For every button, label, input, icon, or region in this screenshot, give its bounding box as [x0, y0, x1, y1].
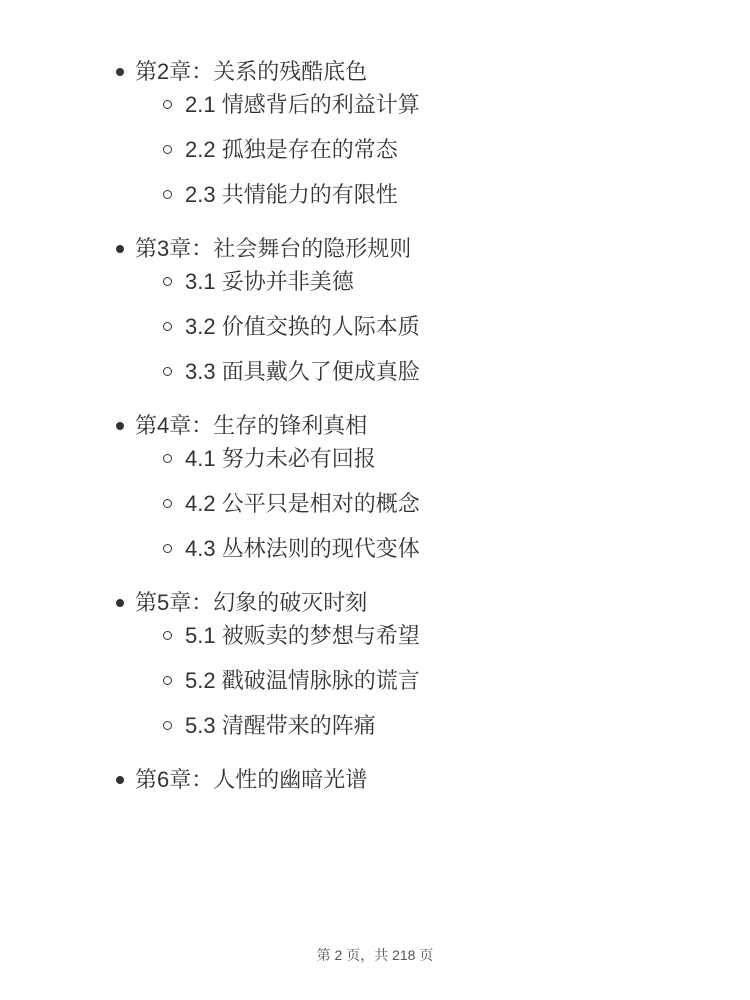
bullet-circle-icon: [163, 454, 172, 463]
section-title: 3.2 价值交换的人际本质: [185, 314, 420, 339]
toc-section-item: [185, 442, 710, 475]
bullet-circle-icon: [163, 499, 172, 508]
toc-section-item: [185, 664, 710, 697]
toc-section-item: [185, 709, 710, 742]
toc-chapter-item: [135, 586, 710, 742]
section-title: 2.1 情感背后的利益计算: [185, 92, 420, 117]
toc-section-item: [185, 178, 710, 211]
chapter-title: 第5章：幻象的破灭时刻: [135, 590, 368, 615]
bullet-circle-icon: [163, 145, 172, 154]
bullet-disc-icon: [116, 68, 124, 76]
toc-chapter-item: [135, 55, 710, 211]
section-title: 5.3 清醒带来的阵痛: [185, 713, 376, 738]
bullet-disc-icon: [116, 422, 124, 430]
chapter-title: 第3章：社会舞台的隐形规则: [135, 236, 412, 261]
bullet-disc-icon: [116, 245, 124, 253]
chapter-title: 第6章：人性的幽暗光谱: [135, 767, 368, 792]
toc-section-item: [185, 619, 710, 652]
section-title: 3.3 面具戴久了便成真脸: [185, 359, 420, 384]
bullet-disc-icon: [116, 776, 124, 784]
section-list: [135, 442, 710, 565]
page-number-indicator: 第 2 页，共 218 页: [316, 947, 434, 963]
section-title: 5.2 戳破温情脉脉的谎言: [185, 668, 420, 693]
toc-section-item: [185, 88, 710, 121]
bullet-circle-icon: [163, 277, 172, 286]
bullet-circle-icon: [163, 544, 172, 553]
bullet-circle-icon: [163, 190, 172, 199]
bullet-circle-icon: [163, 322, 172, 331]
bullet-disc-icon: [116, 599, 124, 607]
toc-section-item: [185, 310, 710, 343]
bullet-circle-icon: [163, 100, 172, 109]
toc-section-item: [185, 355, 710, 388]
section-title: 3.1 妥协并非美德: [185, 269, 354, 294]
toc-section-item: [185, 265, 710, 298]
section-title: 4.3 丛林法则的现代变体: [185, 536, 420, 561]
section-list: [135, 88, 710, 211]
chapter-title: 第2章：关系的残酷底色: [135, 59, 368, 84]
chapter-title: 第4章：生存的锋利真相: [135, 413, 368, 438]
bullet-circle-icon: [163, 631, 172, 640]
section-title: 2.2 孤独是存在的常态: [185, 137, 398, 162]
section-list: [135, 619, 710, 742]
section-title: 2.3 共情能力的有限性: [185, 182, 398, 207]
bullet-circle-icon: [163, 367, 172, 376]
toc-section-item: [185, 133, 710, 166]
section-title: 5.1 被贩卖的梦想与希望: [185, 623, 420, 648]
toc-chapter-item: [135, 232, 710, 388]
bullet-circle-icon: [163, 676, 172, 685]
toc-section-item: [185, 487, 710, 520]
section-list: [135, 265, 710, 388]
toc-chapter-item: [135, 409, 710, 565]
section-title: 4.2 公平只是相对的概念: [185, 491, 420, 516]
section-title: 4.1 努力未必有回报: [185, 446, 376, 471]
bullet-circle-icon: [163, 721, 172, 730]
toc-chapter-item: [135, 763, 710, 796]
toc-section-item: [185, 532, 710, 565]
